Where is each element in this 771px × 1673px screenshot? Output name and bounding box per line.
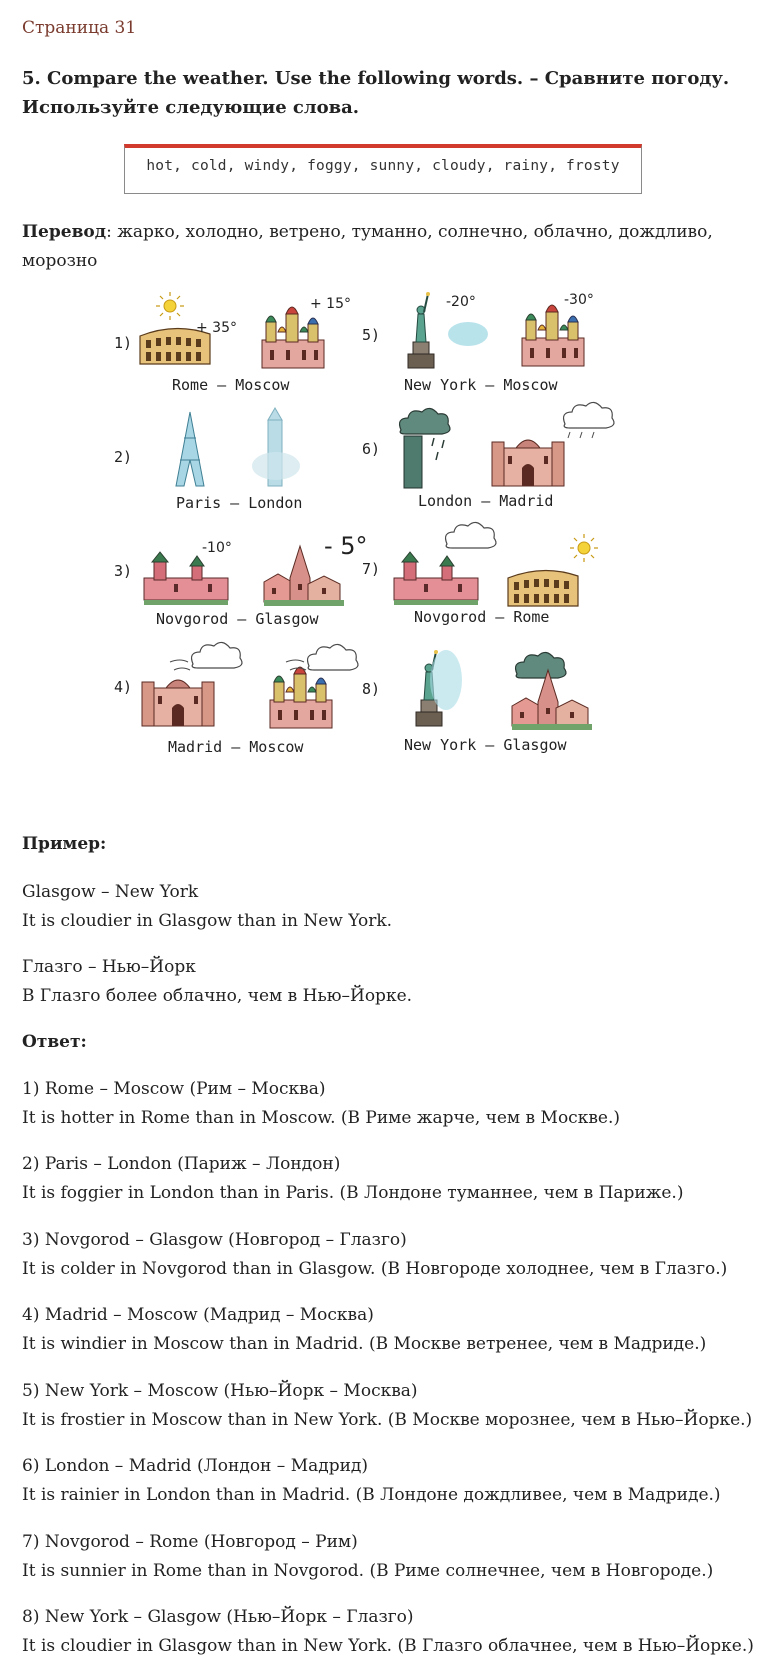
illustration-svg (108, 290, 668, 810)
statue-of-liberty-icon (408, 292, 434, 368)
answer-item (22, 1377, 752, 1435)
pair-5-number: 5) (362, 326, 381, 344)
answer-item (22, 1150, 683, 1208)
moscow-basil-icon-2 (522, 305, 584, 366)
pair-6-label: London — Madrid (418, 492, 554, 510)
pair-3-temp-2: - 5° (324, 532, 368, 560)
answer-item-title: 8) New York – Glasgow (Нью–Йорк – Глазго) (22, 1607, 414, 1627)
answer-item (22, 1603, 754, 1661)
answer-item (22, 1528, 713, 1586)
answer-heading: Ответ: (22, 1032, 87, 1052)
pair-5-temp-2: -30° (564, 292, 594, 308)
answer-item-title: 5) New York – Moscow (Нью–Йорк – Москва) (22, 1381, 418, 1401)
translation (22, 218, 742, 276)
kremlin-basil-icon (262, 307, 324, 368)
answer-item-title: 3) Novgorod – Glasgow (Новгород – Глазго) (22, 1230, 407, 1250)
pair-1-temp-1: + 35° (196, 320, 237, 336)
example-block-1 (22, 878, 392, 936)
task-line-2: Используйте следующие слова. (22, 97, 360, 118)
translation-label: Перевод (22, 222, 107, 242)
example-block-2 (22, 953, 412, 1011)
glasgow-icon-2 (512, 670, 592, 730)
answer-item-text: It is rainier in London than in Madrid. (В Лондоне дождливее, чем в Мадриде.) (22, 1485, 721, 1505)
rain-cloud-icon (564, 402, 614, 438)
translation-text: : жарко, холодно, ветрено, туманно, солнечно, облачно, дождливо, (106, 222, 713, 242)
task-line-1: 5. Compare the weather. Use the following words. – Сравните погоду. (22, 68, 730, 89)
answer-section (22, 1028, 87, 1057)
answer-item-text: It is sunnier in Rome than in Novgorod. (В Риме солнечнее, чем в Новгороде.) (22, 1561, 714, 1581)
wind-cloud-icon (170, 642, 242, 670)
big-ben-fog-icon (252, 408, 300, 486)
breadcrumb[interactable]: Страница 31 (22, 18, 137, 38)
pair-1-number: 1) (114, 334, 133, 352)
answer-item (22, 1226, 727, 1284)
pair-7-number: 7) (362, 560, 381, 578)
answer-item-title: 7) Novgorod – Rome (Новгород – Рим) (22, 1532, 358, 1552)
answer-item-title: 4) Madrid – Moscow (Мадрид – Москва) (22, 1305, 374, 1325)
pair-2-label: Paris — London (176, 494, 303, 512)
pair-1-label: Rome — Moscow (172, 376, 290, 394)
pair-7-label: Novgorod — Rome (414, 608, 550, 626)
answer-item (22, 1301, 706, 1359)
weather-illustration (108, 290, 668, 810)
word-box (124, 144, 642, 194)
answer-item-text: It is foggier in London than in Paris. (В Лондоне туманнее, чем в Париже.) (22, 1183, 684, 1203)
example-line-3: Глазго – Нью–Йорк (22, 957, 196, 977)
pair-5-label: New York — Moscow (404, 376, 558, 394)
dark-cloud-icon (516, 652, 566, 678)
pair-4-number: 4) (114, 678, 133, 696)
wind-cloud-icon-2 (286, 644, 358, 670)
big-ben-rain-icon (400, 408, 450, 488)
example-heading: Пример: (22, 834, 107, 854)
answer-item (22, 1075, 620, 1133)
sun-icon-2 (570, 534, 598, 562)
task-heading (22, 64, 742, 122)
novgorod-kremlin-icon (144, 552, 228, 605)
answer-item-text: It is cloudier in Glasgow than in New York. (В Глазго облачнее, чем в Нью–Йорке.) (22, 1636, 754, 1656)
example-section (22, 830, 106, 859)
translation-text-2: морозно (22, 251, 98, 271)
answer-item-title: 2) Paris – London (Париж – Лондон) (22, 1154, 341, 1174)
madrid-palace-icon (142, 680, 214, 726)
colosseum-icon-2 (508, 570, 578, 606)
pair-5-temp-1: -20° (446, 294, 476, 310)
pair-2-number: 2) (114, 448, 133, 466)
frost-patch (448, 322, 488, 346)
pair-6-number: 6) (362, 440, 381, 458)
eiffel-tower-icon (176, 412, 204, 486)
pair-3-label: Novgorod — Glasgow (156, 610, 319, 628)
moscow-basil-icon (270, 667, 332, 728)
pair-3-number: 3) (114, 562, 133, 580)
answer-item-text: It is hotter in Rome than in Moscow. (В Риме жарче, чем в Москве.) (22, 1108, 620, 1128)
answer-item-text: It is windier in Moscow than in Madrid. (В Москве ветренее, чем в Мадриде.) (22, 1334, 707, 1354)
example-line-1: Glasgow – New York (22, 882, 199, 902)
pair-3-temp-1: -10° (202, 540, 232, 556)
pair-8-label: New York — Glasgow (404, 736, 567, 754)
haze-patch (430, 650, 462, 710)
answer-item (22, 1452, 721, 1510)
madrid-palace-icon-2 (492, 440, 564, 486)
pair-1-temp-2: + 15° (310, 296, 351, 312)
sun-icon (156, 292, 184, 320)
cloud-icon (446, 522, 496, 548)
pair-8-number: 8) (362, 680, 381, 698)
pair-4-label: Madrid — Moscow (168, 738, 304, 756)
answer-item-text: It is colder in Novgorod than in Glasgow. (В Новгороде холоднее, чем в Глазго.) (22, 1259, 728, 1279)
answer-item-title: 1) Rome – Moscow (Рим – Москва) (22, 1079, 326, 1099)
answer-item-text: It is frostier in Moscow than in New York. (В Москве морознее, чем в Нью–Йорке.) (22, 1410, 753, 1430)
example-line-4: В Глазго более облачно, чем в Нью–Йорке. (22, 986, 413, 1006)
answer-item-title: 6) London – Madrid (Лондон – Мадрид) (22, 1456, 369, 1476)
novgorod-kremlin-icon-2 (394, 552, 478, 605)
word-box-text: hot, cold, windy, foggy, sunny, cloudy, rainy, frosty (146, 158, 620, 174)
example-line-2: It is cloudier in Glasgow than in New York. (22, 911, 393, 931)
